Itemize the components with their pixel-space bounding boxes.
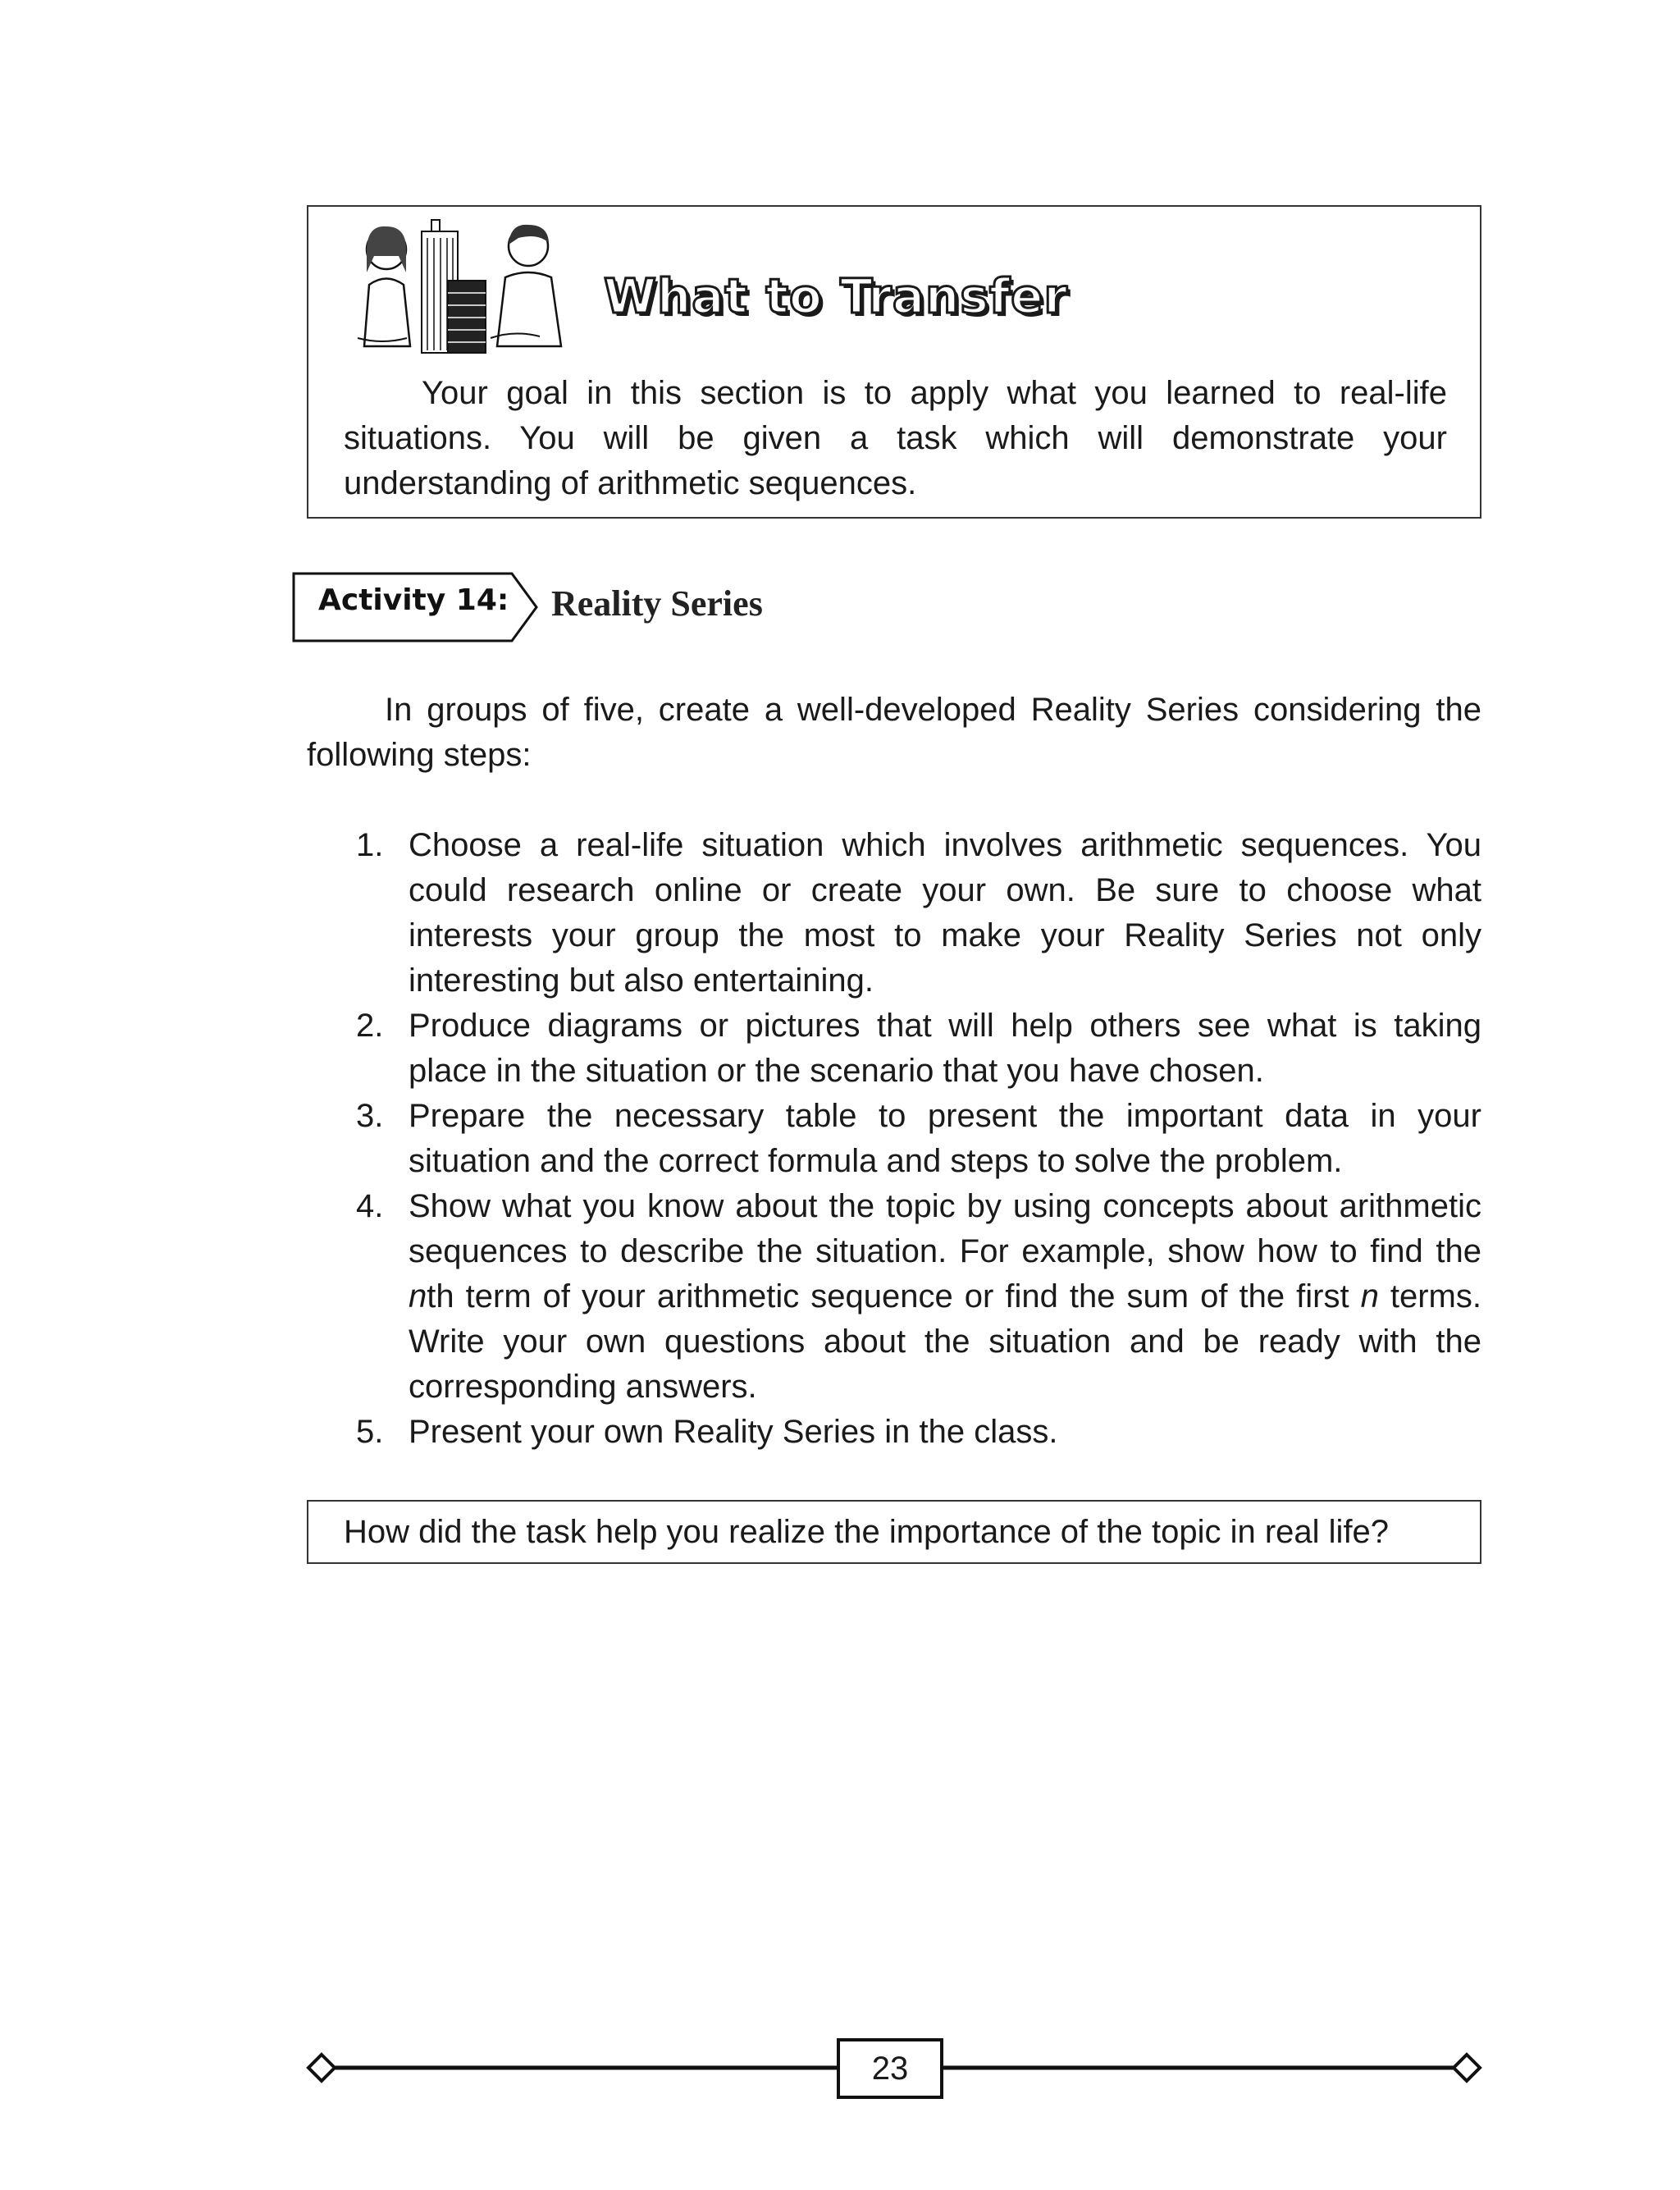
step-text-part: terms. Write your own questions about the situation and be ready with the corresponding answers. bbox=[409, 1278, 1481, 1405]
steps-list bbox=[307, 823, 1481, 1455]
activity-tag bbox=[292, 572, 540, 642]
step-text-part: Show what you know about the topic by using concepts about arithmetic sequences to describe the situation. For example, show how to find the bbox=[409, 1188, 1481, 1269]
step-number: 2. bbox=[356, 1008, 384, 1044]
list-item bbox=[307, 823, 1481, 1004]
step-number: 1. bbox=[356, 827, 384, 863]
step-text: Choose a real-life situation which involves arithmetic sequences. You could research online or create your own. Be sure to choose what interests your group the most to make your Reality Series not only interesting but also entertaining. bbox=[409, 827, 1481, 999]
variable-n: n bbox=[409, 1278, 427, 1314]
students-with-building-illustration bbox=[349, 215, 571, 354]
step-text-part: th term of your arithmetic sequence or find the sum of the first bbox=[427, 1278, 1361, 1314]
step-number: 4. bbox=[356, 1188, 384, 1224]
step-number: 3. bbox=[356, 1098, 384, 1134]
reflection-question-box: How did the task help you realize the importance of the topic in real life? bbox=[307, 1500, 1481, 1564]
step-text: Produce diagrams or pictures that will help others see what is taking place in the situation or the scenario that you have chosen. bbox=[409, 1008, 1481, 1089]
list-item bbox=[307, 1184, 1481, 1410]
step-text bbox=[409, 1188, 1481, 1405]
list-item bbox=[307, 1410, 1481, 1455]
step-number: 5. bbox=[356, 1414, 384, 1450]
section-title: What to Transfer bbox=[604, 268, 1069, 324]
what-to-transfer-box bbox=[307, 205, 1481, 519]
list-item bbox=[307, 1004, 1481, 1094]
activity-intro: In groups of five, create a well-developed Reality Series considering the following steps: bbox=[307, 692, 1481, 773]
page-number: 23 bbox=[837, 2038, 943, 2099]
list-item bbox=[307, 1094, 1481, 1184]
page-footer bbox=[304, 2035, 1485, 2109]
activity-name: Reality Series bbox=[551, 583, 763, 624]
variable-n: n bbox=[1360, 1278, 1379, 1314]
section-goal-text: Your goal in this section is to apply what you learned to real-life situations. You will be given a task which will demonstrate your understanding of arithmetic sequences. bbox=[344, 375, 1447, 501]
step-text: Present your own Reality Series in the class. bbox=[409, 1414, 1058, 1450]
activity-label: Activity 14: bbox=[318, 583, 509, 617]
diamond-icon bbox=[1454, 2055, 1480, 2081]
diamond-icon bbox=[308, 2055, 335, 2081]
step-text: Prepare the necessary table to present the important data in your situation and the correct formula and steps to solve the problem. bbox=[409, 1098, 1481, 1179]
